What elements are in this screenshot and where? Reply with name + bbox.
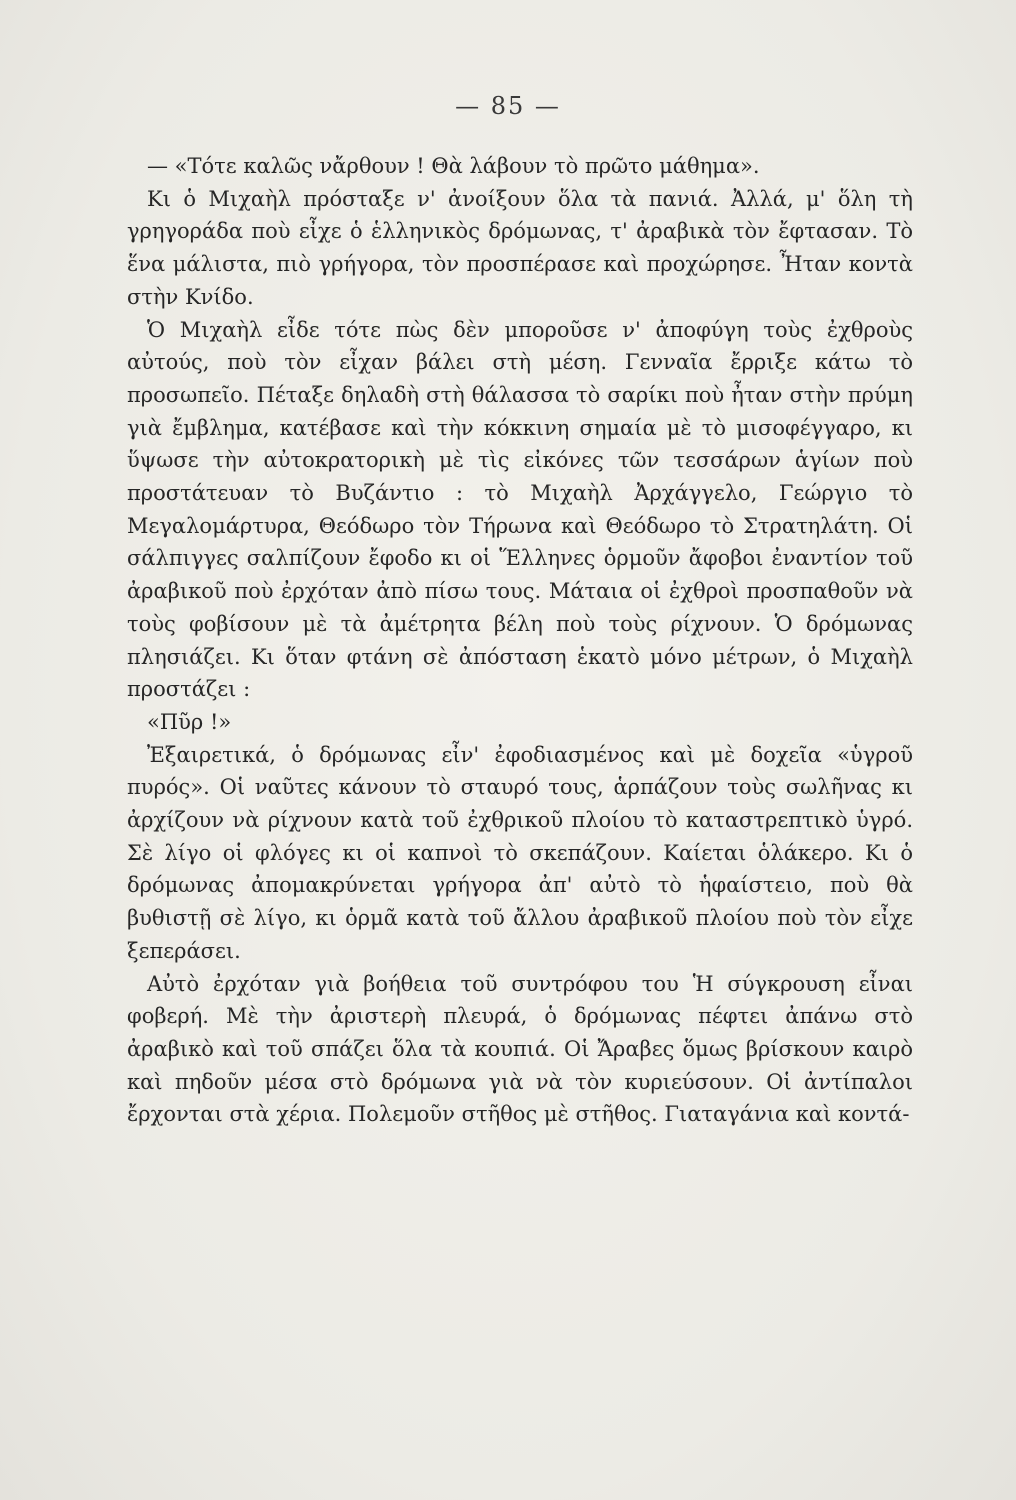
paragraph-6: Αὐτὸ ἐρχόταν γιὰ βοήθεια τοῦ συντρόφου του Ἡ σύγκρουση εἶναι φοβερή. Μὲ τὴν ἀριστερὴ πλευρά, ὁ δρόμωνας πέφτει ἀπάνω στὸ ἀραβικὸ καὶ τοῦ σπάζει ὅλα τὰ κουπιά. Οἱ Ἄραβες ὅμως βρίσκουν καιρὸ καὶ πηδοῦν μέσα στὸ δρόμωνα γιὰ νὰ τὸν κυριεύσουν. Οἱ ἀντίπαλοι ἔρχονται στὰ χέρια. Πολεμοῦν στῆθος μὲ στῆθος. Γιαταγάνια καὶ κοντά- [127, 971, 913, 1127]
paragraph-4: «Πῦρ !» [147, 709, 232, 734]
page-number: — 85 — [455, 92, 561, 120]
paragraph-5: Ἐξαιρετικά, ὁ δρόμωνας εἶν' ἐφοδιασμένος καὶ μὲ δοχεῖα «ὑγροῦ πυρός». Οἱ ναῦτες κάνουν τὸ σταυρό τους, ἁρπάζουν τοὺς σωλῆνας κι ἀρχίζουν νὰ ρίχνουν κατὰ τοῦ ἐχθρικοῦ πλοίου τὸ καταστρεπτικὸ ὑγρό. Σὲ λίγο οἱ φλόγες κι οἱ καπνοὶ τὸ σκεπάζουν. Καίεται ὁλάκερο. Κι ὁ δρόμωνας ἀπομακρύνεται γρήγορα ἀπ' αὐτὸ τὸ ἡφαίστειο, ποὺ θὰ βυθιστῇ σὲ λίγο, κι ὁρμᾶ κατὰ τοῦ ἄλλου ἀραβικοῦ πλοίου ποὺ τὸν εἶχε ξεπεράσει. [127, 742, 913, 963]
paragraph-3: Ὁ Μιχαὴλ εἶδε τότε πὼς δὲν μποροῦσε ν' ἀποφύγη τοὺς ἐχθροὺς αὐτούς, ποὺ τὸν εἶχαν βάλει στὴ μέση. Γενναῖα ἔρριξε κάτω τὸ προσωπεῖο. Πέταξε δηλαδὴ στὴ θάλασσα τὸ σαρίκι ποὺ ἦταν στὴν πρύμη γιὰ ἔμβλημα, κατέβασε καὶ τὴν κόκκινη σημαία μὲ τὸ μισοφέγγαρο, κι ὕψωσε τὴν αὐτοκρατορικὴ μὲ τὶς εἰκόνες τῶν τεσσάρων ἁγίων ποὺ προστάτευαν τὸ Βυζάντιο : τὸ Μιχαὴλ Ἀρχάγγελο, Γεώργιο τὸ Μεγαλομάρτυρα, Θεόδωρο τὸν Τήρωνα καὶ Θεόδωρο τὸ Στρατηλάτη. Οἱ σάλπιγγες σαλπίζουν ἔφοδο κι οἱ Ἕλληνες ὁρμοῦν ἄφοβοι ἐναντίον τοῦ ἀραβικοῦ ποὺ ἐρχόταν ἀπὸ πίσω τους. Μάταια οἱ ἐχθροὶ προσπαθοῦν νὰ τοὺς φοβίσουν μὲ τὰ ἀμέτρητα βέλη ποὺ τοὺς ρίχνουν. Ὁ δρόμωνας πλησιάζει. Κι ὅταν φτάνη σὲ ἀπόσταση ἑκατὸ μόνο μέτρων, ὁ Μιχαὴλ προστάζει : [127, 317, 913, 702]
paragraph-2: Κι ὁ Μιχαὴλ πρόσταξε ν' ἀνοίξουν ὅλα τὰ πανιά. Ἀλλά, μ' ὅλη τὴ γρηγοράδα ποὺ εἶχε ὁ ἑλληνικὸς δρόμωνας, τ' ἀραβικὰ τὸν ἔφτασαν. Τὸ ἕνα μάλιστα, πιὸ γρήγορα, τὸν προσπέρασε καὶ προχώρησε. Ἦταν κοντὰ στὴν Κνίδο. [127, 186, 913, 309]
body-text [127, 150, 913, 1131]
paragraph-1: — «Τότε καλῶς νἄρθουν ! Θὰ λάβουν τὸ πρῶτο μάθημα». [147, 154, 760, 178]
